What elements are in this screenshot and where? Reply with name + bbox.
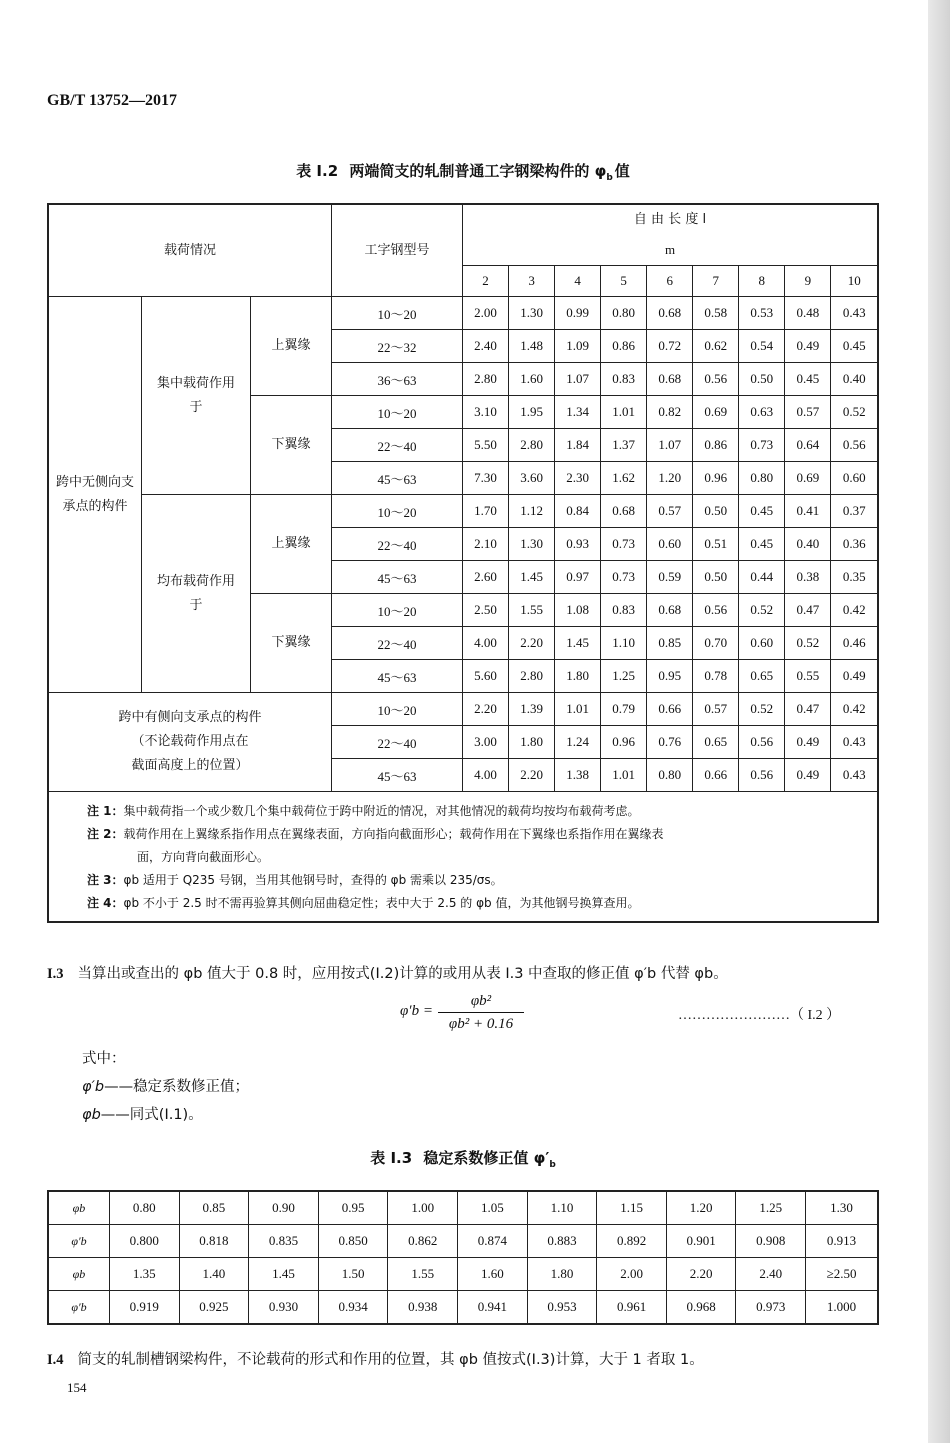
value-cell: 0.862 bbox=[388, 1225, 458, 1258]
value-cell: 1.60 bbox=[458, 1258, 528, 1291]
phi-value-cell: 1.30 bbox=[509, 528, 555, 561]
beam-range-cell: 45～63 bbox=[332, 759, 463, 792]
phi-value-cell: 0.56 bbox=[693, 363, 739, 396]
phi-value-cell: 0.65 bbox=[693, 726, 739, 759]
phi-value-cell: 0.38 bbox=[785, 561, 831, 594]
header-unit: m bbox=[463, 235, 879, 266]
beam-range-cell: 10～20 bbox=[332, 594, 463, 627]
phi-value-cell: 0.62 bbox=[693, 330, 739, 363]
length-header-cell: 5 bbox=[601, 266, 647, 297]
value-cell: 0.85 bbox=[179, 1191, 249, 1225]
group-distributed-load: 均布载荷作用于 bbox=[142, 495, 251, 693]
value-cell: 1.25 bbox=[736, 1191, 806, 1225]
beam-range-cell: 10～20 bbox=[332, 396, 463, 429]
phi-value-cell: 0.48 bbox=[785, 297, 831, 330]
phi-value-cell: 0.56 bbox=[831, 429, 878, 462]
phi-value-cell: 0.70 bbox=[693, 627, 739, 660]
phi-value-cell: 0.43 bbox=[831, 726, 878, 759]
group-with-lateral-support bbox=[48, 693, 332, 792]
phi-value-cell: 1.24 bbox=[555, 726, 601, 759]
value-cell: 0.925 bbox=[179, 1291, 249, 1325]
beam-range-cell: 10～20 bbox=[332, 495, 463, 528]
clause-i3-number: I.3 bbox=[47, 966, 64, 982]
phi-value-cell: 0.44 bbox=[739, 561, 785, 594]
value-cell: 0.968 bbox=[666, 1291, 736, 1325]
value-cell: 0.850 bbox=[318, 1225, 388, 1258]
phi-value-cell: 5.60 bbox=[463, 660, 509, 693]
clause-i4-number: I.4 bbox=[47, 1352, 64, 1368]
value-cell: 0.953 bbox=[527, 1291, 597, 1325]
formula-fraction bbox=[438, 990, 524, 1035]
value-cell: 0.919 bbox=[110, 1291, 180, 1325]
beam-range-cell: 22～40 bbox=[332, 726, 463, 759]
phi-value-cell: 0.47 bbox=[785, 693, 831, 726]
phi-value-cell: 0.97 bbox=[555, 561, 601, 594]
table-i3-caption bbox=[0, 1147, 926, 1170]
flange-lower: 下翼缘 bbox=[251, 396, 332, 495]
phi-value-cell: 0.52 bbox=[831, 396, 878, 429]
where-label: 式中： bbox=[82, 1051, 126, 1067]
phi-value-cell: 1.39 bbox=[509, 693, 555, 726]
phi-value-cell: 2.20 bbox=[509, 627, 555, 660]
phi-value-cell: 0.57 bbox=[785, 396, 831, 429]
symbol-cell: φ′b bbox=[48, 1291, 110, 1325]
phi-value-cell: 3.00 bbox=[463, 726, 509, 759]
value-cell: 1.05 bbox=[458, 1191, 528, 1225]
phi-value-cell: 0.45 bbox=[739, 495, 785, 528]
table-i2-caption bbox=[0, 160, 926, 183]
phi-value-cell: 1.12 bbox=[509, 495, 555, 528]
phi-value-cell: 2.20 bbox=[463, 693, 509, 726]
value-cell: 0.913 bbox=[806, 1225, 878, 1258]
formula-lhs: φ′b = bbox=[400, 1003, 433, 1019]
phi-value-cell: 0.52 bbox=[739, 594, 785, 627]
phi-value-cell: 0.50 bbox=[693, 495, 739, 528]
phi-value-cell: 0.96 bbox=[601, 726, 647, 759]
phi-value-cell: 0.43 bbox=[831, 759, 878, 792]
phi-value-cell: 0.56 bbox=[739, 726, 785, 759]
value-cell: 1.00 bbox=[388, 1191, 458, 1225]
value-cell: 0.90 bbox=[249, 1191, 319, 1225]
note-2: 注 2：载荷作用在上翼缘系指作用点在翼缘表面，方向指向截面形心；载荷作用在下翼缘也系指作用在翼缘表 bbox=[87, 827, 664, 841]
symbol-cell: φb bbox=[48, 1258, 110, 1291]
phi-value-cell: 0.82 bbox=[647, 396, 693, 429]
table-row bbox=[48, 495, 878, 528]
value-cell: 1.45 bbox=[249, 1258, 319, 1291]
table-i2 bbox=[47, 203, 879, 923]
beam-range-cell: 45～63 bbox=[332, 561, 463, 594]
value-cell: 0.961 bbox=[597, 1291, 667, 1325]
phi-value-cell: 0.45 bbox=[739, 528, 785, 561]
beam-range-cell: 10～20 bbox=[332, 693, 463, 726]
phi-value-cell: 1.01 bbox=[555, 693, 601, 726]
phi-value-cell: 0.42 bbox=[831, 594, 878, 627]
group-with-lateral-line: 跨中有侧向支承点的构件 bbox=[118, 710, 262, 725]
phi-value-cell: 1.25 bbox=[601, 660, 647, 693]
phi-value-cell: 0.78 bbox=[693, 660, 739, 693]
value-cell: 0.883 bbox=[527, 1225, 597, 1258]
value-cell: 0.818 bbox=[179, 1225, 249, 1258]
phi-value-cell: 2.60 bbox=[463, 561, 509, 594]
phi-value-cell: 1.80 bbox=[509, 726, 555, 759]
beam-range-cell: 22～40 bbox=[332, 627, 463, 660]
length-header-cell: 9 bbox=[785, 266, 831, 297]
value-cell: 0.800 bbox=[110, 1225, 180, 1258]
phi-value-cell: 0.64 bbox=[785, 429, 831, 462]
value-cell: 0.938 bbox=[388, 1291, 458, 1325]
page-number: 154 bbox=[67, 1380, 87, 1395]
beam-range-cell: 22～40 bbox=[332, 528, 463, 561]
phi-value-cell: 0.50 bbox=[739, 363, 785, 396]
phi-value-cell: 0.80 bbox=[601, 297, 647, 330]
phi-value-cell: 0.66 bbox=[647, 693, 693, 726]
value-cell: 0.874 bbox=[458, 1225, 528, 1258]
phi-value-cell: 0.68 bbox=[647, 594, 693, 627]
value-cell: 1.20 bbox=[666, 1191, 736, 1225]
value-cell: ≥2.50 bbox=[806, 1258, 878, 1291]
page-edge-shadow bbox=[928, 0, 950, 1443]
formula-i2 bbox=[400, 990, 600, 1040]
phi-value-cell: 1.08 bbox=[555, 594, 601, 627]
phi-value-cell: 0.72 bbox=[647, 330, 693, 363]
phi-value-cell: 0.85 bbox=[647, 627, 693, 660]
phi-value-cell: 0.53 bbox=[739, 297, 785, 330]
standard-number: GB/T 13752—2017 bbox=[47, 92, 177, 109]
phi-value-cell: 1.95 bbox=[509, 396, 555, 429]
phi-value-cell: 1.34 bbox=[555, 396, 601, 429]
table-i2-number: 表 I.2 bbox=[296, 162, 339, 180]
phi-value-cell: 0.68 bbox=[601, 495, 647, 528]
table-row bbox=[48, 1291, 878, 1325]
phi-value-cell: 0.60 bbox=[647, 528, 693, 561]
clause-i4-text: 简支的轧制槽钢梁构件，不论载荷的形式和作用的位置，其 φb 值按式(I.3)计算，大于 1 者取 1。 bbox=[77, 1352, 704, 1368]
phi-value-cell: 0.41 bbox=[785, 495, 831, 528]
value-cell: 2.20 bbox=[666, 1258, 736, 1291]
note-2-continuation: 面，方向背向截面形心。 bbox=[137, 850, 270, 864]
phi-value-cell: 1.20 bbox=[647, 462, 693, 495]
length-header-cell: 3 bbox=[509, 266, 555, 297]
group-with-lateral-line: 截面高度上的位置） bbox=[131, 758, 249, 773]
phi-value-cell: 0.43 bbox=[831, 297, 878, 330]
phi-value-cell: 0.60 bbox=[831, 462, 878, 495]
table-row bbox=[48, 297, 878, 330]
phi-value-cell: 0.50 bbox=[693, 561, 739, 594]
phi-value-cell: 4.00 bbox=[463, 759, 509, 792]
phi-value-cell: 1.37 bbox=[601, 429, 647, 462]
value-cell: 1.50 bbox=[318, 1258, 388, 1291]
phi-value-cell: 2.80 bbox=[509, 429, 555, 462]
phi-value-cell: 0.45 bbox=[831, 330, 878, 363]
value-cell: 0.908 bbox=[736, 1225, 806, 1258]
phi-value-cell: 0.40 bbox=[831, 363, 878, 396]
phi-value-cell: 0.42 bbox=[831, 693, 878, 726]
value-cell: 1.40 bbox=[179, 1258, 249, 1291]
flange-lower: 下翼缘 bbox=[251, 594, 332, 693]
phi-value-cell: 1.80 bbox=[555, 660, 601, 693]
phi-value-cell: 0.73 bbox=[601, 528, 647, 561]
phi-value-cell: 2.80 bbox=[509, 660, 555, 693]
beam-range-cell: 45～63 bbox=[332, 660, 463, 693]
value-cell: 0.892 bbox=[597, 1225, 667, 1258]
table-i2-title: 两端简支的轧制普通工字钢梁构件的 $\varphi_b$ 值 bbox=[349, 162, 630, 183]
formula-numerator: φb² bbox=[438, 990, 524, 1013]
beam-range-cell: 22～40 bbox=[332, 429, 463, 462]
clause-i3 bbox=[47, 962, 728, 983]
value-cell: 1.15 bbox=[597, 1191, 667, 1225]
phi-value-cell: 0.47 bbox=[785, 594, 831, 627]
phi-value-cell: 1.70 bbox=[463, 495, 509, 528]
phi-value-cell: 0.49 bbox=[831, 660, 878, 693]
phi-value-cell: 2.80 bbox=[463, 363, 509, 396]
length-header-cell: 6 bbox=[647, 266, 693, 297]
phi-value-cell: 1.60 bbox=[509, 363, 555, 396]
length-header-cell: 4 bbox=[555, 266, 601, 297]
phi-value-cell: 0.95 bbox=[647, 660, 693, 693]
phi-value-cell: 0.60 bbox=[739, 627, 785, 660]
phi-value-cell: 1.55 bbox=[509, 594, 555, 627]
phi-value-cell: 0.59 bbox=[647, 561, 693, 594]
definition-phi-prime: φ′b——稳定系数修正值； bbox=[82, 1079, 250, 1095]
phi-value-cell: 0.49 bbox=[785, 759, 831, 792]
phi-value-cell: 1.62 bbox=[601, 462, 647, 495]
length-header-cell: 8 bbox=[739, 266, 785, 297]
phi-value-cell: 0.96 bbox=[693, 462, 739, 495]
header-beam-number: 工字钢型号 bbox=[332, 204, 463, 297]
phi-value-cell: 0.79 bbox=[601, 693, 647, 726]
table-i3 bbox=[47, 1190, 879, 1325]
phi-value-cell: 3.60 bbox=[509, 462, 555, 495]
flange-upper: 上翼缘 bbox=[251, 495, 332, 594]
table-row bbox=[48, 1258, 878, 1291]
phi-value-cell: 1.07 bbox=[555, 363, 601, 396]
flange-upper: 上翼缘 bbox=[251, 297, 332, 396]
phi-value-cell: 0.46 bbox=[831, 627, 878, 660]
phi-value-cell: 1.84 bbox=[555, 429, 601, 462]
phi-value-cell: 0.80 bbox=[739, 462, 785, 495]
phi-value-cell: 0.36 bbox=[831, 528, 878, 561]
phi-value-cell: 2.10 bbox=[463, 528, 509, 561]
phi-value-cell: 0.73 bbox=[739, 429, 785, 462]
phi-value-cell: 2.50 bbox=[463, 594, 509, 627]
phi-value-cell: 0.65 bbox=[739, 660, 785, 693]
clause-i3-text: 当算出或查出的 φb 值大于 0.8 时，应用按式(I.2)计算的或用从表 I.3 中查取的修正值 φ′b 代替 φb。 bbox=[77, 966, 728, 982]
phi-value-cell: 0.83 bbox=[601, 363, 647, 396]
beam-range-cell: 45～63 bbox=[332, 462, 463, 495]
phi-value-cell: 0.76 bbox=[647, 726, 693, 759]
phi-value-cell: 0.57 bbox=[647, 495, 693, 528]
phi-value-cell: 0.52 bbox=[739, 693, 785, 726]
phi-value-cell: 0.73 bbox=[601, 561, 647, 594]
value-cell: 1.35 bbox=[110, 1258, 180, 1291]
beam-range-cell: 22～32 bbox=[332, 330, 463, 363]
phi-value-cell: 1.01 bbox=[601, 396, 647, 429]
phi-value-cell: 0.58 bbox=[693, 297, 739, 330]
phi-value-cell: 1.48 bbox=[509, 330, 555, 363]
phi-value-cell: 0.56 bbox=[739, 759, 785, 792]
value-cell: 0.930 bbox=[249, 1291, 319, 1325]
phi-value-cell: 0.63 bbox=[739, 396, 785, 429]
phi-value-cell: 2.40 bbox=[463, 330, 509, 363]
phi-value-cell: 7.30 bbox=[463, 462, 509, 495]
value-cell: 0.95 bbox=[318, 1191, 388, 1225]
phi-value-cell: 0.93 bbox=[555, 528, 601, 561]
phi-value-cell: 0.52 bbox=[785, 627, 831, 660]
phi-value-cell: 0.84 bbox=[555, 495, 601, 528]
group-with-lateral-line: （不论载荷作用点在 bbox=[131, 734, 249, 749]
phi-value-cell: 0.45 bbox=[785, 363, 831, 396]
phi-value-cell: 1.01 bbox=[601, 759, 647, 792]
phi-value-cell: 1.45 bbox=[555, 627, 601, 660]
value-cell: 2.00 bbox=[597, 1258, 667, 1291]
note-3: 注 3：φb 适用于 Q235 号钢，当用其他钢号时，查得的 φb 需乘以 235/σs。 bbox=[87, 873, 503, 887]
clause-i4 bbox=[47, 1348, 704, 1369]
value-cell: 1.000 bbox=[806, 1291, 878, 1325]
phi-value-cell: 0.51 bbox=[693, 528, 739, 561]
phi-value-cell: 1.30 bbox=[509, 297, 555, 330]
phi-value-cell: 0.80 bbox=[647, 759, 693, 792]
equation-number: ……………………（ I.2 ） bbox=[678, 1008, 841, 1023]
beam-range-cell: 10～20 bbox=[332, 297, 463, 330]
formula-denominator: φb² + 0.16 bbox=[448, 1016, 514, 1032]
value-cell: 0.934 bbox=[318, 1291, 388, 1325]
table-i3-number: 表 I.3 bbox=[370, 1149, 413, 1167]
header-free-length: 自 由 长 度 l bbox=[463, 204, 879, 235]
phi-value-cell: 0.83 bbox=[601, 594, 647, 627]
value-cell: 1.80 bbox=[527, 1258, 597, 1291]
phi-value-cell: 0.35 bbox=[831, 561, 878, 594]
phi-value-cell: 0.68 bbox=[647, 363, 693, 396]
value-cell: 0.941 bbox=[458, 1291, 528, 1325]
phi-value-cell: 2.00 bbox=[463, 297, 509, 330]
table-row bbox=[48, 693, 878, 726]
value-cell: 1.30 bbox=[806, 1191, 878, 1225]
phi-value-cell: 5.50 bbox=[463, 429, 509, 462]
value-cell: 2.40 bbox=[736, 1258, 806, 1291]
phi-value-cell: 2.30 bbox=[555, 462, 601, 495]
value-cell: 1.10 bbox=[527, 1191, 597, 1225]
phi-value-cell: 0.68 bbox=[647, 297, 693, 330]
value-cell: 0.80 bbox=[110, 1191, 180, 1225]
phi-value-cell: 0.40 bbox=[785, 528, 831, 561]
notes-cell bbox=[48, 792, 878, 923]
phi-value-cell: 1.07 bbox=[647, 429, 693, 462]
phi-value-cell: 0.99 bbox=[555, 297, 601, 330]
length-header-cell: 10 bbox=[831, 266, 878, 297]
note-1: 注 1：集中载荷指一个或少数几个集中载荷位于跨中附近的情况，对其他情况的载荷均按均布载荷考虑。 bbox=[87, 804, 640, 818]
group-no-lateral-support: 跨中无侧向支承点的构件 bbox=[48, 297, 142, 693]
phi-value-cell: 1.38 bbox=[555, 759, 601, 792]
table-row bbox=[48, 1191, 878, 1225]
notes-row bbox=[48, 792, 878, 923]
phi-value-cell: 0.86 bbox=[693, 429, 739, 462]
length-header-cell: 2 bbox=[463, 266, 509, 297]
phi-value-cell: 0.54 bbox=[739, 330, 785, 363]
phi-value-cell: 0.49 bbox=[785, 726, 831, 759]
symbol-cell: φ′b bbox=[48, 1225, 110, 1258]
phi-value-cell: 0.69 bbox=[693, 396, 739, 429]
phi-value-cell: 0.56 bbox=[693, 594, 739, 627]
table-i3-title: 稳定系数修正值 $\varphi'_b$ bbox=[423, 1149, 556, 1170]
value-cell: 1.55 bbox=[388, 1258, 458, 1291]
phi-value-cell: 0.69 bbox=[785, 462, 831, 495]
phi-value-cell: 1.09 bbox=[555, 330, 601, 363]
table-row bbox=[48, 1225, 878, 1258]
phi-value-cell: 2.20 bbox=[509, 759, 555, 792]
group-concentrated-load: 集中载荷作用于 bbox=[142, 297, 251, 495]
phi-value-cell: 3.10 bbox=[463, 396, 509, 429]
beam-range-cell: 36～63 bbox=[332, 363, 463, 396]
phi-value-cell: 4.00 bbox=[463, 627, 509, 660]
phi-value-cell: 1.10 bbox=[601, 627, 647, 660]
definition-phi: φb——同式(I.1)。 bbox=[82, 1107, 203, 1123]
phi-value-cell: 0.86 bbox=[601, 330, 647, 363]
note-4: 注 4：φb 不小于 2.5 时不需再验算其侧向屈曲稳定性；表中大于 2.5 的 φb 值，为其他钢号换算查用。 bbox=[87, 896, 640, 910]
value-cell: 0.901 bbox=[666, 1225, 736, 1258]
phi-value-cell: 0.49 bbox=[785, 330, 831, 363]
phi-value-cell: 0.37 bbox=[831, 495, 878, 528]
value-cell: 0.835 bbox=[249, 1225, 319, 1258]
value-cell: 0.973 bbox=[736, 1291, 806, 1325]
symbol-cell: φb bbox=[48, 1191, 110, 1225]
phi-value-cell: 0.57 bbox=[693, 693, 739, 726]
phi-value-cell: 0.66 bbox=[693, 759, 739, 792]
length-header-cell: 7 bbox=[693, 266, 739, 297]
header-load-case: 载荷情况 bbox=[48, 204, 332, 297]
phi-value-cell: 1.45 bbox=[509, 561, 555, 594]
phi-value-cell: 0.55 bbox=[785, 660, 831, 693]
